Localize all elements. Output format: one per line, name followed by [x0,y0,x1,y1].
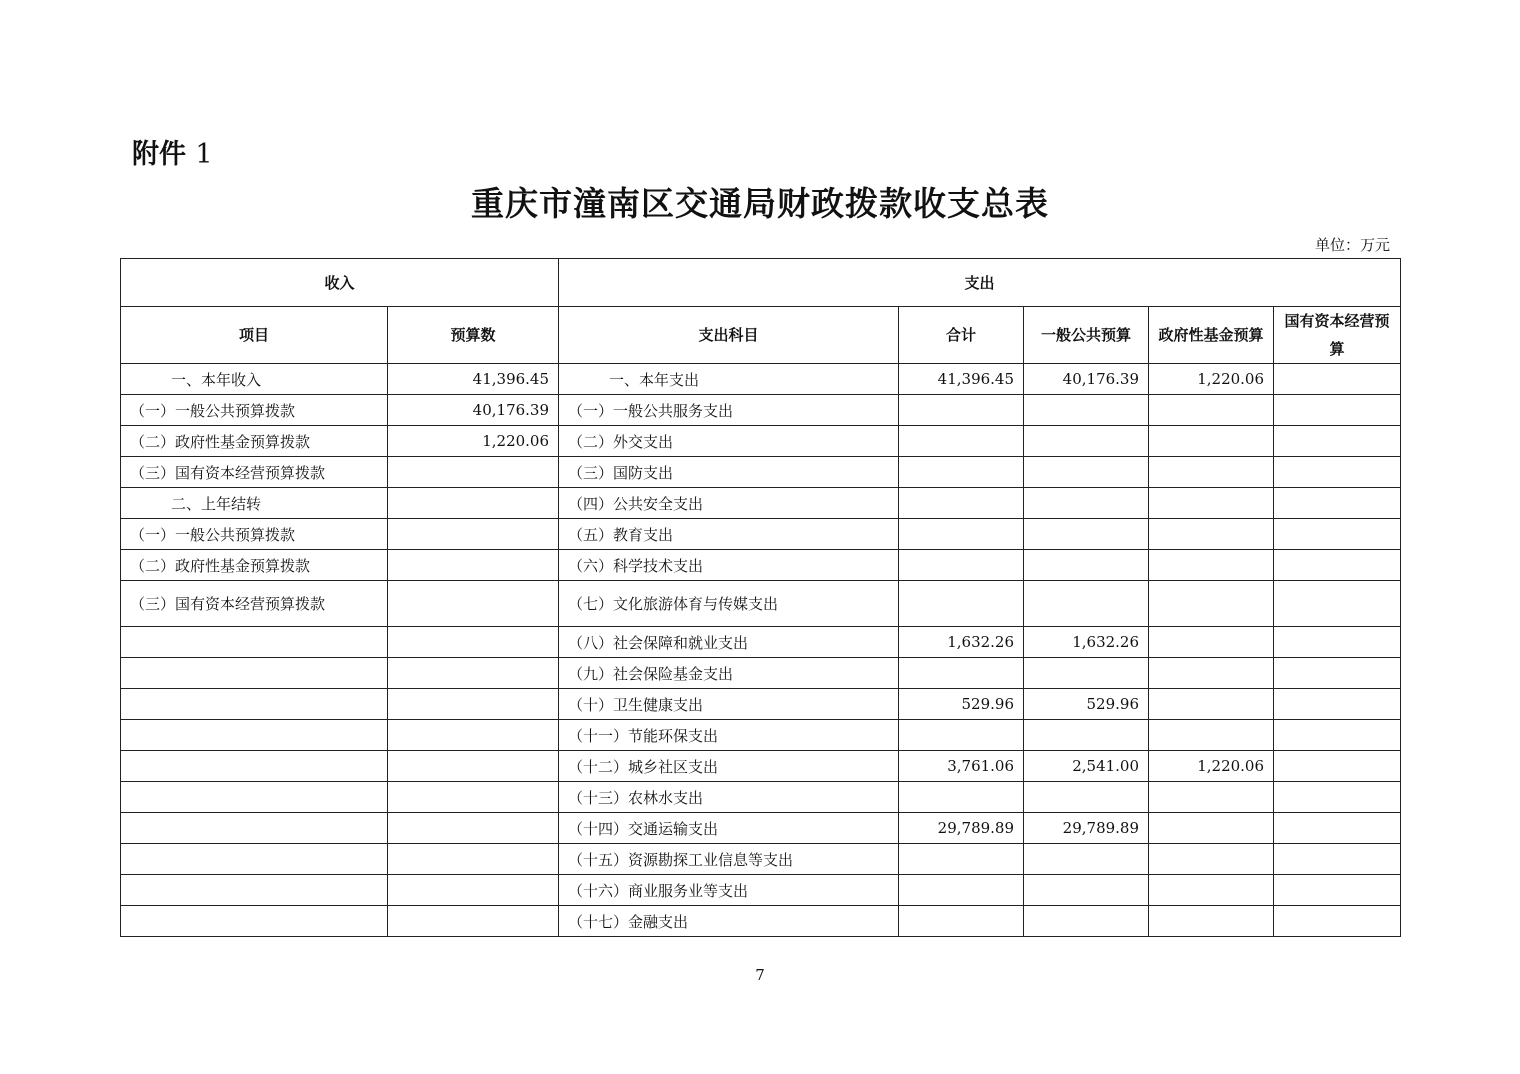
total-cell: 3,761.06 [899,751,1024,782]
table-row [121,782,1401,813]
item-cell [121,627,388,658]
gov-fund-cell [1149,689,1274,720]
total-cell [899,906,1024,937]
budget-cell [388,720,559,751]
general-budget-cell [1024,844,1149,875]
table-row [121,581,1401,627]
state-capital-cell [1274,426,1401,457]
total-cell [899,875,1024,906]
item-cell [121,906,388,937]
gov-fund-cell [1149,906,1274,937]
state-capital-cell [1274,364,1401,395]
state-capital-cell [1274,844,1401,875]
expense-subject-cell: （十四）交通运输支出 [559,813,899,844]
general-budget-cell [1024,906,1149,937]
state-capital-cell [1274,906,1401,937]
total-cell [899,782,1024,813]
general-budget-cell [1024,488,1149,519]
table-row [121,550,1401,581]
total-cell: 1,632.26 [899,627,1024,658]
item-cell: （三）国有资本经营预算拨款 [121,457,388,488]
state-capital-cell [1274,457,1401,488]
total-cell: 29,789.89 [899,813,1024,844]
gov-fund-cell [1149,519,1274,550]
general-budget-cell: 2,541.00 [1024,751,1149,782]
expense-subject-cell: （十）卫生健康支出 [559,689,899,720]
general-budget-cell [1024,426,1149,457]
gov-fund-cell [1149,782,1274,813]
item-cell [121,689,388,720]
expense-subject-cell: （三）国防支出 [559,457,899,488]
table-row [121,658,1401,689]
total-cell [899,395,1024,426]
item-cell: （二）政府性基金预算拨款 [121,426,388,457]
attachment-label [132,132,213,171]
table-row [121,844,1401,875]
total-cell [899,426,1024,457]
general-budget-cell [1024,782,1149,813]
item-cell [121,751,388,782]
budget-summary-table [120,258,1401,937]
state-capital-column-header: 国有资本经营预算 [1274,307,1401,364]
general-budget-cell: 40,176.39 [1024,364,1149,395]
budget-cell: 1,220.06 [388,426,559,457]
state-capital-cell [1274,395,1401,426]
gov-fund-cell [1149,875,1274,906]
budget-cell [388,782,559,813]
budget-cell [388,488,559,519]
table-row [121,875,1401,906]
item-cell: 一、本年收入 [121,364,388,395]
expense-subject-cell: （四）公共安全支出 [559,488,899,519]
total-cell [899,720,1024,751]
state-capital-cell [1274,720,1401,751]
item-cell: （二）政府性基金预算拨款 [121,550,388,581]
table-row [121,426,1401,457]
budget-cell [388,689,559,720]
item-cell [121,782,388,813]
expense-subject-cell: （七）文化旅游体育与传媒支出 [559,581,899,627]
item-cell [121,658,388,689]
table-row [121,906,1401,937]
table-row [121,813,1401,844]
expense-subject-cell: （二）外交支出 [559,426,899,457]
state-capital-cell [1274,689,1401,720]
table-row [121,364,1401,395]
total-cell [899,581,1024,627]
table-row [121,519,1401,550]
state-capital-cell [1274,658,1401,689]
gov-fund-cell [1149,488,1274,519]
general-budget-cell [1024,457,1149,488]
attachment-label-text: 附件 [132,139,186,170]
header-row-top [121,259,1401,307]
expense-header: 支出 [559,259,1401,307]
table-body [121,364,1401,937]
gov-fund-cell: 1,220.06 [1149,751,1274,782]
budget-cell [388,627,559,658]
general-budget-column-header: 一般公共预算 [1024,307,1149,364]
gov-fund-cell [1149,457,1274,488]
item-column-header: 项目 [121,307,388,364]
item-cell [121,875,388,906]
budget-cell [388,457,559,488]
general-budget-cell [1024,658,1149,689]
expense-subject-cell: （十七）金融支出 [559,906,899,937]
state-capital-cell [1274,488,1401,519]
table-row [121,457,1401,488]
general-budget-cell: 529.96 [1024,689,1149,720]
general-budget-cell [1024,395,1149,426]
gov-fund-column-header: 政府性基金预算 [1149,307,1274,364]
gov-fund-cell [1149,813,1274,844]
state-capital-cell [1274,627,1401,658]
expense-subject-cell: （八）社会保障和就业支出 [559,627,899,658]
general-budget-cell: 1,632.26 [1024,627,1149,658]
gov-fund-cell [1149,658,1274,689]
item-cell [121,813,388,844]
expense-subject-cell: （十三）农林水支出 [559,782,899,813]
state-capital-cell [1274,782,1401,813]
general-budget-cell [1024,720,1149,751]
gov-fund-cell [1149,720,1274,751]
expense-subject-cell: （十一）节能环保支出 [559,720,899,751]
gov-fund-cell [1149,550,1274,581]
item-cell: （三）国有资本经营预算拨款 [121,581,388,627]
expense-subject-cell: （十二）城乡社区支出 [559,751,899,782]
document-title: 重庆市潼南区交通局财政拨款收支总表 [471,184,1049,223]
budget-cell: 40,176.39 [388,395,559,426]
gov-fund-cell [1149,844,1274,875]
budget-cell [388,519,559,550]
table-row [121,395,1401,426]
table-row [121,627,1401,658]
state-capital-cell [1274,875,1401,906]
expense-subject-cell: （五）教育支出 [559,519,899,550]
gov-fund-cell [1149,627,1274,658]
state-capital-cell [1274,550,1401,581]
total-cell [899,658,1024,689]
general-budget-cell: 29,789.89 [1024,813,1149,844]
item-cell: （一）一般公共预算拨款 [121,519,388,550]
gov-fund-cell [1149,395,1274,426]
total-cell [899,519,1024,550]
total-cell [899,550,1024,581]
item-cell [121,844,388,875]
total-cell: 529.96 [899,689,1024,720]
budget-column-header: 预算数 [388,307,559,364]
expense-subject-cell: （一）一般公共服务支出 [559,395,899,426]
state-capital-cell [1274,519,1401,550]
state-capital-cell [1274,813,1401,844]
general-budget-cell [1024,581,1149,627]
budget-cell [388,751,559,782]
budget-cell [388,581,559,627]
item-cell: 二、上年结转 [121,488,388,519]
total-cell [899,844,1024,875]
attachment-number: 1 [195,139,213,170]
page-number: 7 [755,966,765,984]
budget-cell [388,658,559,689]
budget-cell [388,550,559,581]
total-cell: 41,396.45 [899,364,1024,395]
budget-cell [388,906,559,937]
table-row [121,751,1401,782]
expense-subject-cell: （十六）商业服务业等支出 [559,875,899,906]
expense-subject-cell: 一、本年支出 [559,364,899,395]
total-cell [899,488,1024,519]
item-cell [121,720,388,751]
unit-label: 单位：万元 [1314,236,1390,254]
general-budget-cell [1024,519,1149,550]
table-row [121,720,1401,751]
expense-subject-cell: （九）社会保险基金支出 [559,658,899,689]
budget-cell [388,813,559,844]
table-row [121,488,1401,519]
general-budget-cell [1024,550,1149,581]
income-header: 收入 [121,259,559,307]
expense-subject-cell: （十五）资源勘探工业信息等支出 [559,844,899,875]
gov-fund-cell: 1,220.06 [1149,364,1274,395]
budget-cell [388,875,559,906]
gov-fund-cell [1149,581,1274,627]
header-row-columns [121,307,1401,364]
budget-cell: 41,396.45 [388,364,559,395]
gov-fund-cell [1149,426,1274,457]
total-column-header: 合计 [899,307,1024,364]
general-budget-cell [1024,875,1149,906]
state-capital-cell [1274,581,1401,627]
expense-subject-column-header: 支出科目 [559,307,899,364]
expense-subject-cell: （六）科学技术支出 [559,550,899,581]
budget-cell [388,844,559,875]
table-row [121,689,1401,720]
total-cell [899,457,1024,488]
item-cell: （一）一般公共预算拨款 [121,395,388,426]
state-capital-cell [1274,751,1401,782]
